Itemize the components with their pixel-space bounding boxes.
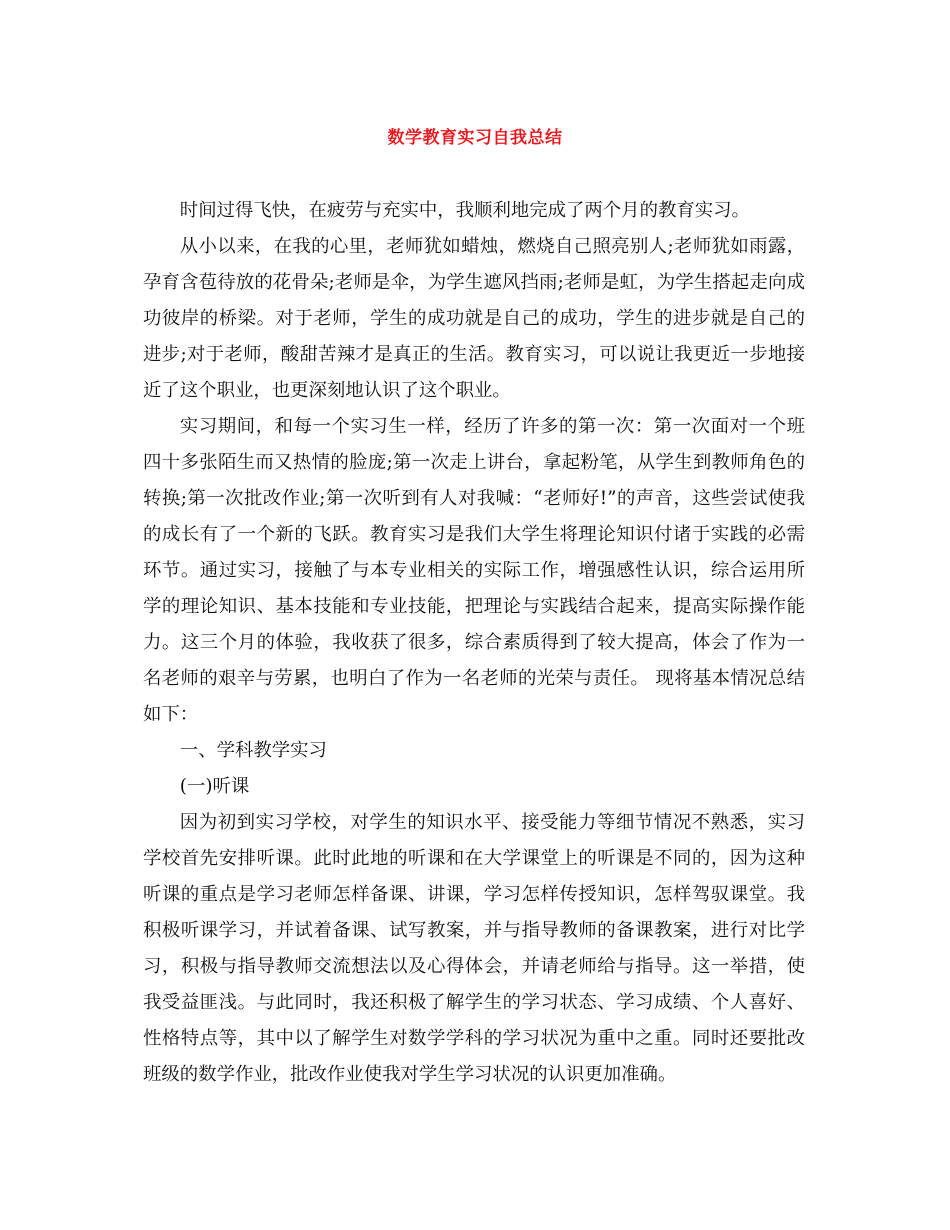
document-body	[143, 193, 805, 1093]
paragraph-teacher-metaphor: 从小以来，在我的心里，老师犹如蜡烛，燃烧自己照亮别人;老师犹如雨露，孕育含苞待放的花骨朵;老师是伞，为学生遮风挡雨;老师是虹，为学生搭起走向成功彼岸的桥梁。对于老师，学生的成功就是自己的成功，学生的进步就是自己的进步;对于老师，酸甜苦辣才是真正的生活。教育实习，可以说让我更近一步地接近了这个职业，也更深刻地认识了这个职业。	[143, 236, 805, 401]
paragraph-internship-firsts: 实习期间，和每一个实习生一样，经历了许多的第一次：第一次面对一个班四十多张陌生而又热情的脸庞;第一次走上讲台，拿起粉笔，从学生到教师角色的转换;第一次批改作业;第一次听到有人对我喊：“老师好!”的声音，这些尝试使我的成长有了一个新的飞跃。教育实习是我们大学生将理论知识付诸于实践的必需环节。通过实习，接触了与本专业相关的实际工作，增强感性认识，综合运用所学的理论知识、基本技能和专业技能，把理论与实践结合起来，提高实际操作能力。这三个月的体验，我收获了很多，综合素质得到了较大提高，体会了作为一名老师的艰辛与劳累，也明白了作为一名老师的光荣与责任。 现将基本情况总结如下：	[143, 416, 805, 725]
section-heading: 一、学科教学实习	[179, 740, 327, 761]
paragraph-lesson-observation: 因为初到实习学校，对学生的知识水平、接受能力等细节情况不熟悉，实习学校首先安排听课。此时此地的听课和在大学课堂上的听课是不同的，因为这种听课的重点是学习老师怎样备课、讲课，学习怎样传授知识，怎样驾驭课堂。我积极听课学习，并试着备课、试写教案，并与指导教师的备课教案，进行对比学习，积极与指导教师交流想法以及心得体会，并请老师给与指导。这一举措，使我受益匪浅。与此同时，我还积极了解学生的学习状态、学习成绩、个人喜好、性格特点等，其中以了解学生对数学学科的学习状况为重中之重。同时还要批改班级的数学作业，批改作业使我对学生学习状况的认识更加准确。	[143, 812, 805, 1085]
paragraph-intro: 时间过得飞快，在疲劳与充实中，我顺利地完成了两个月的教育实习。	[179, 200, 750, 221]
subsection-heading: (一)听课	[179, 776, 250, 797]
document-title: 数学教育实习自我总结	[387, 128, 563, 148]
